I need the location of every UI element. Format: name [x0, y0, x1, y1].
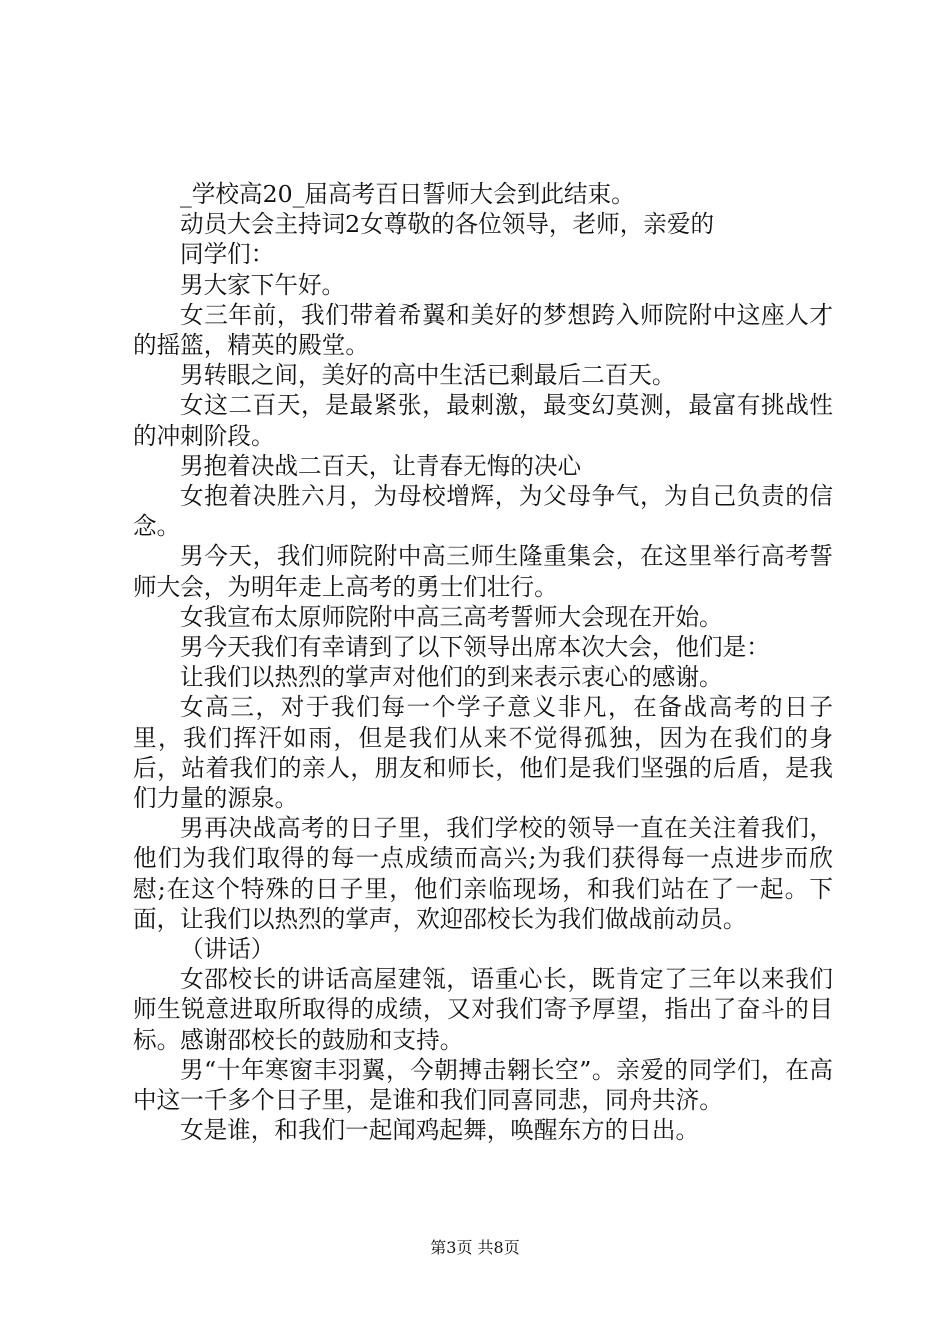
- paragraph: 女这二百天，是最紧张，最刺激，最变幻莫测，最富有挑战性的冲刺阶段。: [133, 391, 833, 450]
- paragraph: 女是谁，和我们一起闻鸡起舞，唤醒东方的日出。: [180, 1116, 700, 1145]
- paragraph: 男大家下午好。: [180, 270, 346, 299]
- paragraph: 让我们以热烈的掌声对他们的到来表示衷心的感谢。: [180, 663, 723, 692]
- paragraph: 男“十年寒窗丰羽翼，今朝搏击翱长空”。亲爱的同学们，在高中这一千多个日子里，是谁和我们同喜同悲，同舟共济。: [133, 1055, 833, 1115]
- paragraph: 男转眼之间，美好的高中生活已剩最后二百天。: [180, 361, 676, 390]
- page-number-footer: 第3页 共8页: [430, 1238, 520, 1257]
- paragraph: 女抱着决胜六月，为母校增辉，为父母争气，为自己负责的信念。: [133, 482, 833, 541]
- paragraph: 女三年前，我们带着希翼和美好的梦想跨入师院附中这座人才的摇篮，精英的殿堂。: [133, 300, 833, 360]
- paragraph: 同学们：: [180, 240, 275, 269]
- document-body: [133, 179, 833, 1146]
- paragraph: 男今天，我们师院附中高三师生隆重集会，在这里举行高考誓师大会，为明年走上高考的勇士们壮行。: [133, 542, 833, 601]
- paragraph: 女邵校长的讲话高屋建瓴，语重心长，既肯定了三年以来我们师生锐意进取所取得的成绩，又对我们寄予厚望，指出了奋斗的目标。感谢邵校长的鼓励和支持。: [133, 965, 833, 1054]
- paragraph: 动员大会主持词2女尊敬的各位领导，老师，亲爱的: [180, 210, 715, 239]
- paragraph: 男再决战高考的日子里，我们学校的领导一直在关注着我们，他们为我们取得的每一点成绩而高兴;为我们获得每一点进步而欣慰;在这个特殊的日子里，他们亲临现场，和我们站在了一起。下面，让我们以热烈的掌声，欢迎邵校长为我们做战前动员。: [133, 814, 833, 933]
- paragraph: 男今天我们有幸请到了以下领导出席本次大会，他们是：: [180, 633, 770, 662]
- paragraph: 女高三，对于我们每一个学子意义非凡，在备战高考的日子里，我们挥汗如雨，但是我们从来不觉得孤独，因为在我们的身后，站着我们的亲人，朋友和师长，他们是我们坚强的后盾，是我们力量的源泉。: [133, 693, 833, 813]
- paragraph: _学校高20_届高考百日誓师大会到此结束。: [180, 180, 635, 208]
- paragraph: 女我宣布太原师院附中高三高考誓师大会现在开始。: [180, 602, 723, 631]
- paragraph: 男抱着决战二百天，让青春无悔的决心: [180, 451, 582, 480]
- paragraph: （讲话）: [180, 935, 275, 964]
